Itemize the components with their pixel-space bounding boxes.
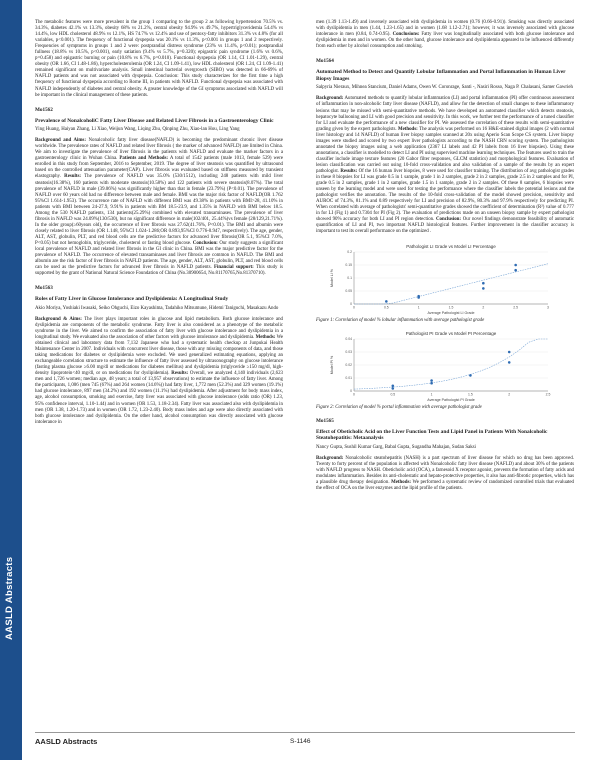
chart-title: Pathologist LI Grade vs Model LI Percentage [406, 243, 496, 249]
figure-caption: Figure 1: Correlation of model % lobular inflammation with average pathologist grade [316, 317, 485, 323]
x-tick-label: 2 [482, 305, 485, 309]
data-point [508, 361, 511, 364]
x-tick-label: 1 [417, 305, 420, 309]
abstract-title: Automated Method to Detect and Quantify Lobular Inflammation and Portal Inflammation in Human Liver Biopsy Images [316, 69, 566, 82]
section-text: Automated methods to quantify lobular inflammation (LI) and portal inflammation (PI) offer continuous assessment of inflammation in non-alcoholic fatty liver disease (NAFLD), and allow for the detection of small changes to these inflammatory lesions that may be missed with semi-quantitative methods. We have developed an automated classifier which detects steatosis, hepatocyte ballooning and LI with good precision and sensitivity. In this work, we further test the performance of a tuned classifier for LI and evaluate the performance of a new classifier for PI. We assessed the correlation of these results with semi-quantitative grading given by the expert pathologists. [316, 96, 574, 132]
data-point [385, 300, 388, 303]
section-text: We obtained clinical and laboratory data from 7,132 Japanese who had a systematic health checkup at Junpukai Health Maintenance Center in 2007. Individuals with concurrent liver disease, those with any missing components of data, and those taking medications for diabetes or dyslipidemia were excluded. We used generalized estimating equations, applying an exchangeable correlation structure to estimate the influence of fatty liver assessed by ultrasonography on glucose intolerance (fasting plasma glucose ≥6.00 mg/dl or medications for diabetes mellitus) and dyslipidemia (triglyceride ≥150 mg/dl, high-density lipoprotein<40 mg/dl, or on medications for dyslipidemia). [35, 335, 283, 377]
section-text: This study is supported by the grant of National Natural Science Foundation of China (No.30900654, No.81170765,No.81370710). [35, 265, 283, 277]
abstract-authors: Akio Moriya, Yoshiaki Iwasaki, Seiko Ohguchi, Eizo Kayashima, Tadahiko Mitsumune, Hidemi Taniguchi, Masakazu Ando [35, 305, 279, 311]
trendline [354, 263, 548, 303]
abstract-title: Roles of Fatty Liver in Glucose Intolerance and Dyslipidemia: A Longitudinal Study [35, 296, 229, 303]
footer-journal-name: AASLD Abstracts [35, 737, 98, 746]
section-label: Conclusions: [392, 32, 420, 38]
data-point [514, 268, 517, 271]
section-text: Overall, we analyzed 4,140 individuals (2,623 men and 1,726 women; median age, 48 years; a total of 13,957 observations) to estimate the influence of fatty liver. Among the participants, 1,006 (men 745 (67%) and 264 women (14.6%)) had fatty liver, 1,772 men (52.3%) and 329 women (19.1%) had glucose intolerance, 897 men (34.2%) and 192 women (11.1%) had dyslipidemia. After adjustment for body mass index, age, alcohol consumption, smoking and exercise, fatty liver was associated with glucose intolerance (odds ratio (OR) 1.23, 95% confidence interval, 1.10-1.44) and in women (OR 1.53, 1.18-2.34). Fatty liver was associated also with dyslipidemia in men (OR 1.38, 1.20-1.73) and in women (OR 1.72, 1.23-2.40). Body mass index and age were also directly associated with both glucose intolerance and dyslipidemia. On the other hand, alcohol consumption was directly associated with glucose intolerance in [35, 371, 283, 425]
section-text: The prevalence of NAFLD was 35.0% (530/1512), including 248 patients with mild liver steatosis(16.38%), 160 patients with moderate steatosis(10.58%) and 122 patients with severe steatosis(8.07%). The total prevalence of NAFLD in male (39.06%) was significantly higher than that in female (23.79%) (P<0.01). The prevalence of NAFLD over 60 years old had no difference between male and female. BMI was the major risk factor of NAFLD(OR 1.762 95%CI 1.614-1.953). The occurrence rate of NAFLD with different BMI was 49.38% in patients with BMI>28, 41.10% in patients with BMI between 24-27.9, 9.91% in patients with BM 18.5-23.9, and 1.35% in NAFLD with BMI below 18.5. Among the 530 NAFLD patients, 134 patients(25.29%) combined with elevated transaminases. The prevalence of liver fibrosis in NAFLD was 24.09%(130/530), but no significant difference in male(102/401, 25.44%)vs female (28/129,21.71%). In the older group(≥60years old), the occurrence of liver fibrosis was 27.62(41.76%, P<0.01). The BMI and albumin were closely related to liver fibrosis (OR 1.148, 95%CI 1.024-1.286;OR 0.893,95%CI 0.776-0.947, respectively). The age, gender, ALT, AST, globulin, PLT, and red blood cells are the predictive factors for advanced liver fibrosis(OR 5.1, 95%CI 7.0%, P<0.05) but not hemoglobin, triglyceride, cholesterol or fasting blood glucose. [35, 174, 284, 246]
section-text: Nonalcoholic fatty liver disease(NAFLD) is becoming the predominant chronic liver disease worldwide. The prevalence rates of NAFLD and related liver fibrosis ( the marker of advanced NAFLD) are limited in China. We aim to investigate the prevalence of liver fibrosis in the patients with NAFLD and evaluate the marker factors in a gastroenterology clinic in Wuhan China. [35, 138, 283, 162]
section-text: Our novel findings demonstrate feasibility of automatic quantification of LI and PI, two important NAFLD histological features. Further improvement in the classifier accuracy is important to test its overall performance on the optimized . [316, 217, 574, 235]
abstract-body [316, 96, 574, 235]
y-axis-label: Model PI % [330, 355, 334, 374]
figure-caption: Figure 2: Correlation of model % portal inflammation with average pathologist grade [316, 404, 482, 410]
page-number: S-1146 [290, 738, 311, 745]
journal-sidebar [0, 0, 22, 760]
section-label: Background: [316, 96, 344, 102]
section-label: Patients and Methods: [119, 156, 169, 162]
y-tick-label: 0.05 [345, 288, 352, 293]
section-label: Background & Aims: [35, 316, 82, 322]
y-tick-label: 0.15 [345, 262, 352, 267]
y-tick-label: 0.2 [347, 249, 352, 254]
section-text: We performed a systematic review of randomized controlled trials that evaluated the effect of OCA on the liver enzymes and the lipid profile of the patients. [316, 479, 574, 491]
right-column [316, 20, 574, 492]
x-tick-label: 3 [547, 305, 549, 309]
chart-title: Pathologist PI Grade vs Model PI Percentage [405, 330, 497, 336]
x-tick-label: 2.5 [513, 305, 519, 309]
section-label: Background: [316, 455, 344, 461]
section-text: Nonalcoholic steatohepatitis (NASH) is a part spectrum of liver disease for which no drug has been approved. Twenty to forty percent of the population is affected with Nonalcoholic fatty liver disease (NAFLD) and about 30% of the patients with NAFLD progress to NASH. Obeticholic acid (OCA), a farnesoid X receptor agonist, prevents the formation of fatty acids and modulates inflammation. Besides its anti-cholestatic and hepato-protective properties, it also has anti-fibrotic properties, which has a plausible drug therapy designation. [316, 455, 574, 485]
scatter-plot-li [328, 242, 560, 316]
data-point [482, 281, 485, 284]
section-label: Methods: [397, 126, 418, 132]
data-point [417, 296, 420, 299]
abstract-id: Mo1562 [35, 106, 53, 113]
section-label: Methods: [255, 335, 276, 341]
x-tick-label: 0.5 [383, 305, 389, 309]
abstract-title: Prevalence of NonalcoholiC Fatty Liver Disease and Related Liver Fibrosis in a Gastroenterology Clinic [35, 117, 274, 124]
data-point [392, 387, 395, 390]
x-axis-label: Average Pathologist LI Grade [427, 310, 475, 315]
section-label: Results: [340, 168, 358, 174]
section-label: Results: [171, 371, 189, 377]
figure-2-chart [328, 329, 560, 403]
footer-rule [35, 732, 575, 733]
y-tick-label: 0.1 [347, 275, 352, 280]
section-label: Methods: [391, 479, 411, 485]
data-point [514, 263, 517, 266]
figure-1-chart [328, 242, 560, 316]
y-tick-label: 0 [350, 388, 352, 393]
left-intro-text: The metabolic features were more prevalent in the group 1 comparing to the group 2 as following hypertension 70.5% vs. 34.3%, diabetes 42.1% vs 13.3%, obesity 68% vs 21.2%, central obesity 94.9% vs 49.7%, hypertriglyceridemia 54.4% vs 14.4%, low HDL cholesterol 48.9% vs 12.1%, HS 74.7% vs 12.4% and use of pentoxy-fatty inhibitors 31.3% vs 4.8% (for all variables, p<0.001). The frequency of functional dyspepsia was 20.1% vs 11.3%, p<0.001 in groups 1 and 2 respectively. Frequencies of symptoms in groups 1 and 2 were: postprandial distress syndrome (23% vs 11.4%, p<0.01); postprandial fullness (18.8% vs 10.5%, p<0.001), early satiation (9.4% vs 5.7%, p=0.320); epigastric pain syndrome (1.6% vs 0.6%, p=0.458) and epigastric burning or pain (10.8% vs 6.7%, p=0.010). Functional dyspepsia (OR 1.14, CI 1.01-1.29), central obesity (OR 1.66, CI 1.48-1.86), hypercholesterolemia (OR 1.24, CI 1.09-1.41), low HDL cholesterol (OR 1.24, CI 1.09-1.41) remained significant on multivariate analysis. Small intestinal bacterial overgrowth (SIBO) was detected in 66-69% of NAFLD patients and was not associated with dyspepsia. Conclusion: This study characterizes for the first time a high frequency of functional dyspepsia according to Rome III, in patients with NAFLD. Functional dyspepsia was associated with NAFLD independently of diabetes and central obesity. A greater knowledge of the GI symptoms associated with NAFLD will be important in the clinical management of these patients. [35, 20, 283, 98]
abstract-authors: Salpyria Nieraux, Mihnea Stancium, Daniel Adams, Owen W. Coronrage, Santi -, Nasiri Rosso, Naga P. Chalasani, Samer Gawrieh [316, 85, 573, 91]
data-point [482, 287, 485, 290]
abstract-body [35, 317, 283, 426]
section-text: The analysis was performed on 16 H&E-stained digital images (2 with normal liver histology and 14 NAFLD) of human liver biopsy samples scanned at 20x using Aperio Scan Scope CS system. Liver biopsy images were studied and scored by two expert liver pathologists according to the NASH CRN scoring system. The pathologists annotated the biopsy images using a web application (2367 LI labels and 42 PI labels from 16 liver biopsies). Using these annotations, a classifier is modelled to detect LI and PI using supervised machine learning techniques. The features used to train the classifier include image texture features (20 Gabor filter responses, GLCM statistics) and morphological features. Evaluation of lesion classification was carried out using 10-fold cross-validation and also validation of a sample of the results by an expert pathologist. [316, 126, 574, 174]
section-label: Background and Aims: [35, 138, 86, 144]
abstract-id: Mo1565 [316, 417, 334, 424]
y-tick-label: 0 [350, 301, 352, 306]
y-tick-label: 0.03 [345, 349, 352, 354]
y-tick-label: 0.01 [345, 375, 352, 380]
data-point [430, 379, 433, 382]
x-tick-label: 0 [353, 392, 355, 396]
x-tick-label: 1.5 [468, 392, 473, 396]
x-axis-label: Average Pathologist PI Grade [427, 397, 475, 402]
section-text: A total of 1542 patients (male 1013, female 529) were enrolled in this study from September, 2016 to September, 2019. The degree of liver steatosis was quantified by ultrasound based on the controlled attenuation parameter(CAP). Liver fibrosis was evaluated based on stiffness measured by transient elastography. [35, 156, 283, 180]
section-label: Conclusion: [192, 241, 218, 246]
section-label: Financial support: [214, 265, 254, 271]
abstract-body [316, 456, 574, 492]
section-text: men (1.39 1.13-1.49) and inversely associated with dyslipidemia in women (0.76 (0.66-0.91)). Smoking was directly associated with dyslipidemia in men (1.44, 1.23-1.65) and in women (1.68 1.12-2.71); however, it was inversely associated with glucose intolerance in men (0.84, 0.74-0.95). [316, 20, 574, 38]
section-text: The liver plays important roles in glucose and lipid metabolism. Both glucose intolerance and dyslipidemia are components of the metabolic syndrome. Fatty liver is also considered as a phenotype of the metabolic syndrome in the liver. We aimed to confirm the association of fatty liver with glucose intolerance and dyslipidemia in a longitudinal study. We evaluated also the association of other factors with glucose intolerance and dyslipidemia. [35, 316, 283, 341]
scatter-plot-pi [328, 329, 560, 403]
abstract-title: Effect of Obeticholic Acid on the Liver Function Tests and Lipid Panel in Patients With Nonalcoholic Steatohepatitis: Metaanalysis [316, 428, 548, 442]
abstract-id: Mo1563 [35, 285, 53, 292]
section-label: Results: [64, 174, 82, 180]
x-tick-label: 1.5 [448, 305, 454, 309]
section-text: Fatty liver was longitudinally associated with both glucose intolerance and dyslipidemia in men and in women. On the other hand, glucose intolerance and dyslipidemia appeared to be influenced differently from each other by alcohol consumption and smoking. [316, 32, 574, 50]
x-tick-label: 0.5 [390, 392, 396, 396]
left-column [35, 20, 283, 426]
y-tick-label: 0.02 [345, 362, 352, 367]
x-tick-label: 2 [508, 392, 511, 396]
right-intro-text [316, 20, 574, 50]
x-tick-label: 1 [430, 392, 433, 396]
x-tick-label: 2.5 [545, 392, 551, 396]
data-point [508, 350, 511, 353]
sidebar-label: AASLD Abstracts [4, 556, 15, 640]
abstract-id: Mo1564 [316, 58, 334, 65]
section-label: Conclusion: [436, 217, 462, 223]
data-point [430, 381, 433, 384]
x-tick-label: 0 [353, 305, 355, 309]
abstract-body [35, 138, 283, 277]
y-axis-label: Model LI % [330, 268, 334, 287]
data-point [469, 374, 472, 377]
trendline [354, 339, 548, 389]
section-text: Of the 16 human liver biopsies, 8 were used for classifier training. The distribution of avg pathologist grades in these 8 biopsies for LI was grade 0.5 in 1 sample, grade 1 in 2 samples, grade 2 in 2 samples, grade 2.5 in 2 samples and for PI, grade 0.5 in 2 samples, grade 1 in 2 samples, grade 1.5 in 1 sample, grade 2 in 2 samples. Of these 8 samples, 6 biopsies were unseen by the learning model and were used for testing the performance where the classifier labels the potential lesions and the pathologist verifies the annotation. The results of the 10-fold cross-validation of the model showed precision, sensitivity and AUROC of 74.3%, 81.1% and 0.89 respectively for LI and precision of 82.9%, 80.3% and 97.9% respectively for predicting PI. When correlated with average of pathologists' semi-quantitative grades showed the coefficient of determination (R²) value of 0.777 in for LI (Fig 1) and 0.7304 for PI (Fig 2). The evaluation of predictions made on an unseen biopsy sample by expert pathologist showed 90% accuracy for both LI and PI region detection. [316, 168, 574, 223]
y-tick-label: 0.04 [345, 336, 352, 341]
data-point [392, 384, 395, 387]
section-text: Our study suggests a significant local prevalence of NAFLD and related liver fibrosis in the GI clinic in China. BMI was the major predictive factor for the prevalence of NAFLD. The occurrence of elevated transaminases and liver fibrosis are common in NAFLD. The BMI and albumin are the risk factor of liver fibrosis in NAFLD patients. The age, gender, ALT, AST, globulin, PLT, and red blood cells can be used as the predictive factors for advanced liver fibrosis in NAFLD patients. [35, 241, 283, 271]
abstract-authors: Nancy Gupta, Sushil Kumar Garg, Babal Gupta, Sugandha Mahajan, Sudan Saksi [316, 444, 476, 450]
abstract-authors: Ying Huang, Haiyan Zhang, Li Xiao, Weijun Wang, Liqing Zhu, Qinping Zhu, Xiao-lan Hou, Ling Yang [35, 127, 240, 133]
